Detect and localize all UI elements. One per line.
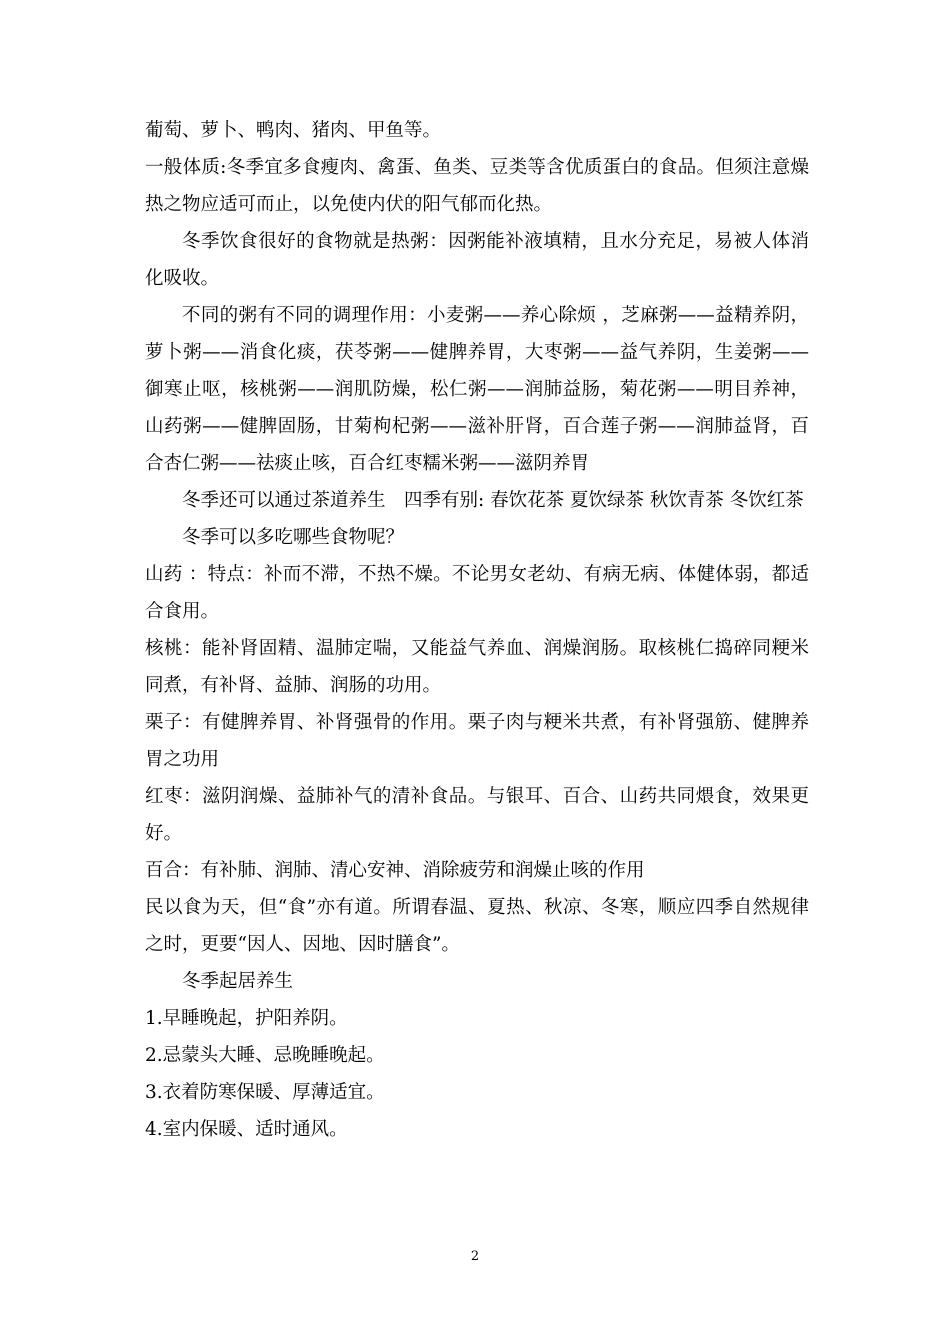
paragraph-walnut: 核桃：能补肾固精、温肺定喘，又能益气养血、润燥润肠。取核桃仁捣碎同粳米同煮，有补肾、益肺、润肠的功用。 xyxy=(145,638,809,696)
section-heading-daily-life: 冬季起居养生 xyxy=(182,971,294,992)
list-item-1: 1.早睡晚起，护阳养阴。 xyxy=(145,1008,348,1029)
list-item-2: 2.忌蒙头大睡、忌晚睡晚起。 xyxy=(145,1045,385,1066)
list-item-3: 3.衣着防寒保暖、厚薄适宜。 xyxy=(145,1082,385,1103)
paragraph-yam: 山药 ：特点：补而不滞，不热不燥。不论男女老幼、有病无病、体健体弱，都适合食用。 xyxy=(145,564,809,622)
paragraph-lily: 百合：有补肺、润肺、清心安神、消除疲劳和润燥止咳的作用 xyxy=(145,860,645,881)
paragraph-general-constitution: 一般体质:冬季宜多食瘦肉、禽蛋、鱼类、豆类等含优质蛋白的食品。但须注意燥热之物应适可而止，以免使内伏的阳气郁而化热。 xyxy=(145,157,809,215)
paragraph-food-list: 葡萄、萝卜、鸭肉、猪肉、甲鱼等。 xyxy=(145,120,442,141)
paragraph-diet-principle: 民以食为天，但“食”亦有道。所谓春温、夏热、秋凉、冬寒，顺应四季自然规律之时，更要“因人、因地、因时膳食”。 xyxy=(145,897,809,955)
paragraph-chestnut: 栗子：有健脾养胃、补肾强骨的作用。栗子肉与粳米共煮，有补肾强筋、健脾养胃之功用 xyxy=(145,712,809,770)
page-number: 2 xyxy=(470,1249,480,1264)
document-body xyxy=(145,112,809,1148)
paragraph-tea: 冬季还可以通过茶道养生 四季有别: 春饮花茶 夏饮绿茶 秋饮青茶 冬饮红茶 xyxy=(182,490,804,511)
paragraph-porridge-types: 不同的粥有不同的调理作用：小麦粥——养心除烦 ，芝麻粥——益精养阴，萝卜粥——消食化痰，茯苓粥——健脾养胃，大枣粥——益气养阴，生姜粥——御寒止呕，核桃粥——润肌防燥，松仁粥——润肺益肠，菊花粥——明目养神，山药粥——健脾固肠，甘菊枸杞粥——滋补肝肾，百合莲子粥——润肺益肾，百合杏仁粥——祛痰止咳，百合红枣糯米粥——滋阴养胃 xyxy=(145,305,809,474)
paragraph-hot-porridge: 冬季饮食很好的食物就是热粥：因粥能补液填精，且水分充足，易被人体消化吸收。 xyxy=(145,231,809,289)
paragraph-red-date: 红枣：滋阴润燥、益肺补气的清补食品。与银耳、百合、山药共同煨食，效果更好。 xyxy=(145,786,809,844)
list-item-4: 4.室内保暖、适时通风。 xyxy=(145,1119,348,1140)
paragraph-winter-foods-question: 冬季可以多吃哪些食物呢？ xyxy=(182,527,405,548)
